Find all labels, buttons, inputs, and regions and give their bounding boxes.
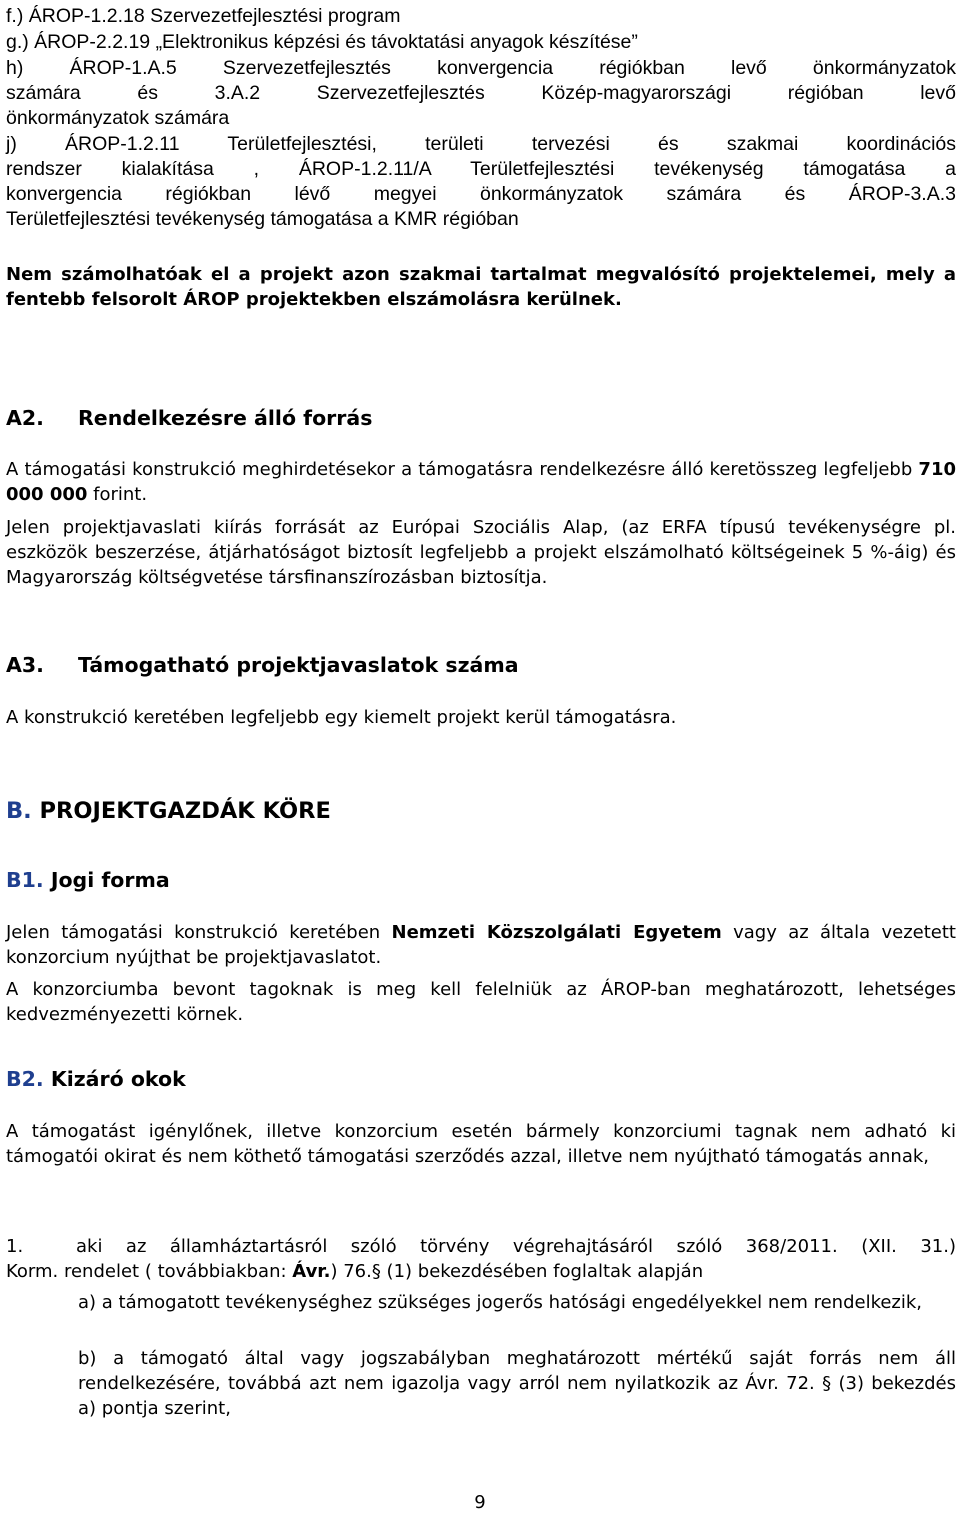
section-number: A3. [6,653,44,677]
b1-paragraph-1: Jelen támogatási konstrukció keretében Nemzeti Közszolgálati Egyetem vagy az általa vezetett konzorcium nyújthat be projektjavaslatot. [6,922,956,968]
list-item-h-line3: önkormányzatok számára [6,107,230,129]
section-b-heading [6,799,956,824]
item-number: 1. [6,1236,24,1257]
section-number: B2. [6,1067,44,1091]
not-eligible-note: Nem számolhatóak el a projekt azon szakmai tartalmat megvalósító projektelemei, mely a fentebb felsorolt ÁROP projektekben elszámolásra kerülnek. [6,264,956,310]
a3-paragraph-1: A konstrukció keretében legfeljebb egy kiemelt projekt kerül támogatásra. [6,707,677,728]
list-item-h-line1: h) ÁROP-1.A.5 Szervezetfejlesztés konvergencia régiókban levő önkormányzatok [6,57,956,79]
section-title: PROJEKTGAZDÁK KÖRE [39,798,331,824]
exclusion-item-1-continuation: Korm. rendelet ( továbbiakban: Ávr.) 76.§ (1) bekezdésében foglaltak alapján [6,1261,704,1282]
section-number: B. [6,798,32,824]
a2-paragraph-2: Jelen projektjavaslati kiírás forrását az Európai Szociális Alap, (az ERFA típusú tevékenységre pl. eszközök beszerzése, átjárhatóságot biztosít legfeljebb a projekt elszámolható költségeinek 5 %-áig) és Magyarország költségvetése társfinanszírozásban biztosítja. [6,517,956,588]
list-item-g: g.) ÁROP-2.2.19 „Elektronikus képzési és távoktatási anyagok készítése” [6,31,638,53]
list-item-j-line1: j) ÁROP-1.2.11 Területfejlesztési, területi tervezési és szakmai koordinációs [6,133,956,155]
section-b1-heading [6,868,956,893]
section-number: A2. [6,406,44,430]
list-item-h-line2: számára és 3.A.2 Szervezetfejlesztés Közép-magyarországi régióban levő [6,82,956,104]
a2-paragraph-1: A támogatási konstrukció meghirdetésekor a támogatásra rendelkezésre álló keretösszeg legfeljebb 710 000 000 forint. [6,459,956,505]
budget-amount: 710 000 000 [6,459,956,505]
b2-paragraph-1: A támogatást igénylőnek, illetve konzorcium esetén bármely konzorciumi tagnak nem adható ki támogatói okirat és nem köthető támogatási szerződés azzal, illetve nem nyújtható támogatás annak, [6,1121,956,1167]
section-a2-heading [6,406,956,431]
section-title: Támogatható projektjavaslatok száma [78,653,519,677]
list-item-f: f.) ÁROP-1.2.18 Szervezetfejlesztési program [6,5,401,27]
exclusion-subitem-a: a) a támogatott tevékenységhez szükséges jogerős hatósági engedélyekkel nem rendelkezik, [78,1292,923,1313]
exclusion-subitem-b: b) a támogató által vagy jogszabályban meghatározott mértékű saját forrás nem áll rendelkezésére, továbbá azt nem igazolja vagy arról nem nyilatkozik az Ávr. 72. § (3) bekezdés a) pontja szerint, [78,1348,956,1419]
list-item-j-line2: rendszer kialakítása , ÁROP-1.2.11/A Területfejlesztési tevékenység támogatása a [6,158,956,180]
list-item-j-line3: konvergencia régiókban lévő megyei önkormányzatok számára és ÁROP-3.A.3 [6,183,956,205]
section-a3-heading [6,653,956,678]
section-title: Jogi forma [50,868,170,892]
b1-paragraph-2: A konzorciumba bevont tagoknak is meg kell felelniük az ÁROP-ban meghatározott, lehetséges kedvezményezetti körnek. [6,979,956,1025]
page-number: 9 [474,1492,486,1513]
section-b2-heading [6,1067,956,1092]
applicant-name: Nemzeti Közszolgálati Egyetem [391,922,722,943]
list-item-j-line4: Területfejlesztési tevékenység támogatása a KMR régióban [6,208,519,230]
section-title: Kizáró okok [50,1067,186,1091]
section-title: Rendelkezésre álló forrás [78,406,373,430]
exclusion-item-1: 1. aki az államháztartásról szóló törvény végrehajtásáról szóló 368/2011. (XII. 31.) [6,1236,956,1257]
section-number: B1. [6,868,44,892]
avr-abbrev: Ávr. [292,1261,331,1282]
